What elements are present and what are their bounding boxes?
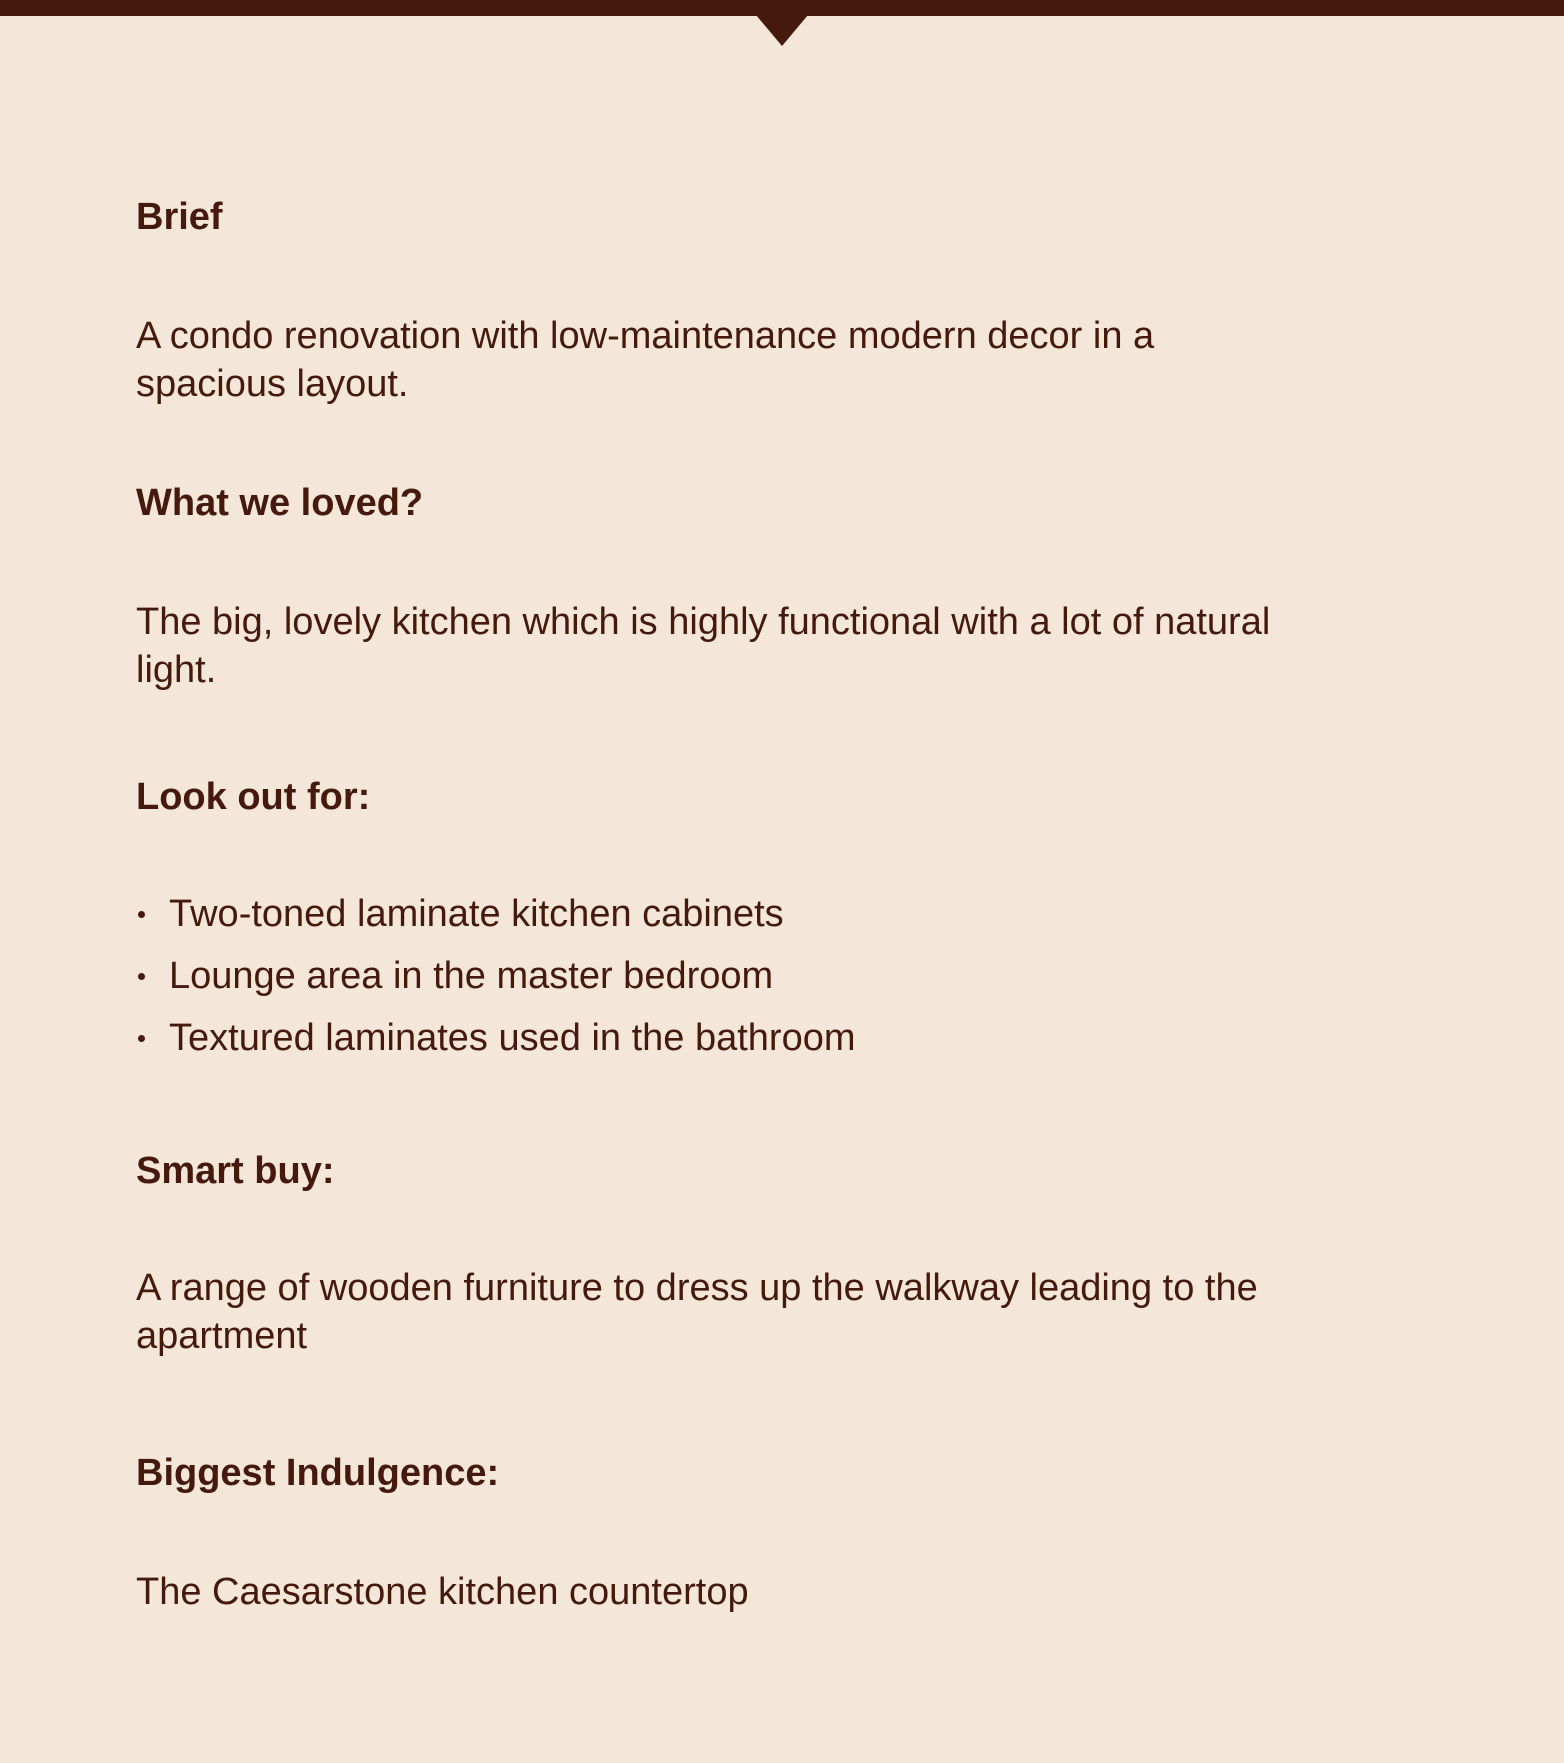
look-out-list xyxy=(136,890,856,1076)
look-out-heading: Look out for: xyxy=(136,776,371,818)
top-notch-arrow xyxy=(756,15,808,46)
smart-buy-heading: Smart buy: xyxy=(136,1150,335,1192)
list-item xyxy=(136,1014,856,1076)
loved-text: The big, lovely kitchen which is highly functional with a lot of natural light. xyxy=(136,601,1271,691)
list-item-text: Textured laminates used in the bathroom xyxy=(169,1017,856,1059)
list-item xyxy=(136,890,856,952)
brief-heading: Brief xyxy=(136,196,223,238)
list-item-text: Lounge area in the master bedroom xyxy=(169,955,774,997)
loved-heading: What we loved? xyxy=(136,482,424,524)
list-item xyxy=(136,952,856,1014)
brief-text: A condo renovation with low-maintenance modern decor in a spacious layout. xyxy=(136,315,1155,405)
list-item-text: Two-toned laminate kitchen cabinets xyxy=(169,893,784,935)
top-bar xyxy=(0,0,1564,16)
indulgence-text: The Caesarstone kitchen countertop xyxy=(136,1571,749,1613)
bullet-icon xyxy=(138,911,145,918)
bullet-icon xyxy=(138,1035,145,1042)
indulgence-heading: Biggest Indulgence: xyxy=(136,1452,500,1494)
bullet-icon xyxy=(138,973,145,980)
smart-buy-text: A range of wooden furniture to dress up the walkway leading to the apartment xyxy=(136,1267,1258,1357)
